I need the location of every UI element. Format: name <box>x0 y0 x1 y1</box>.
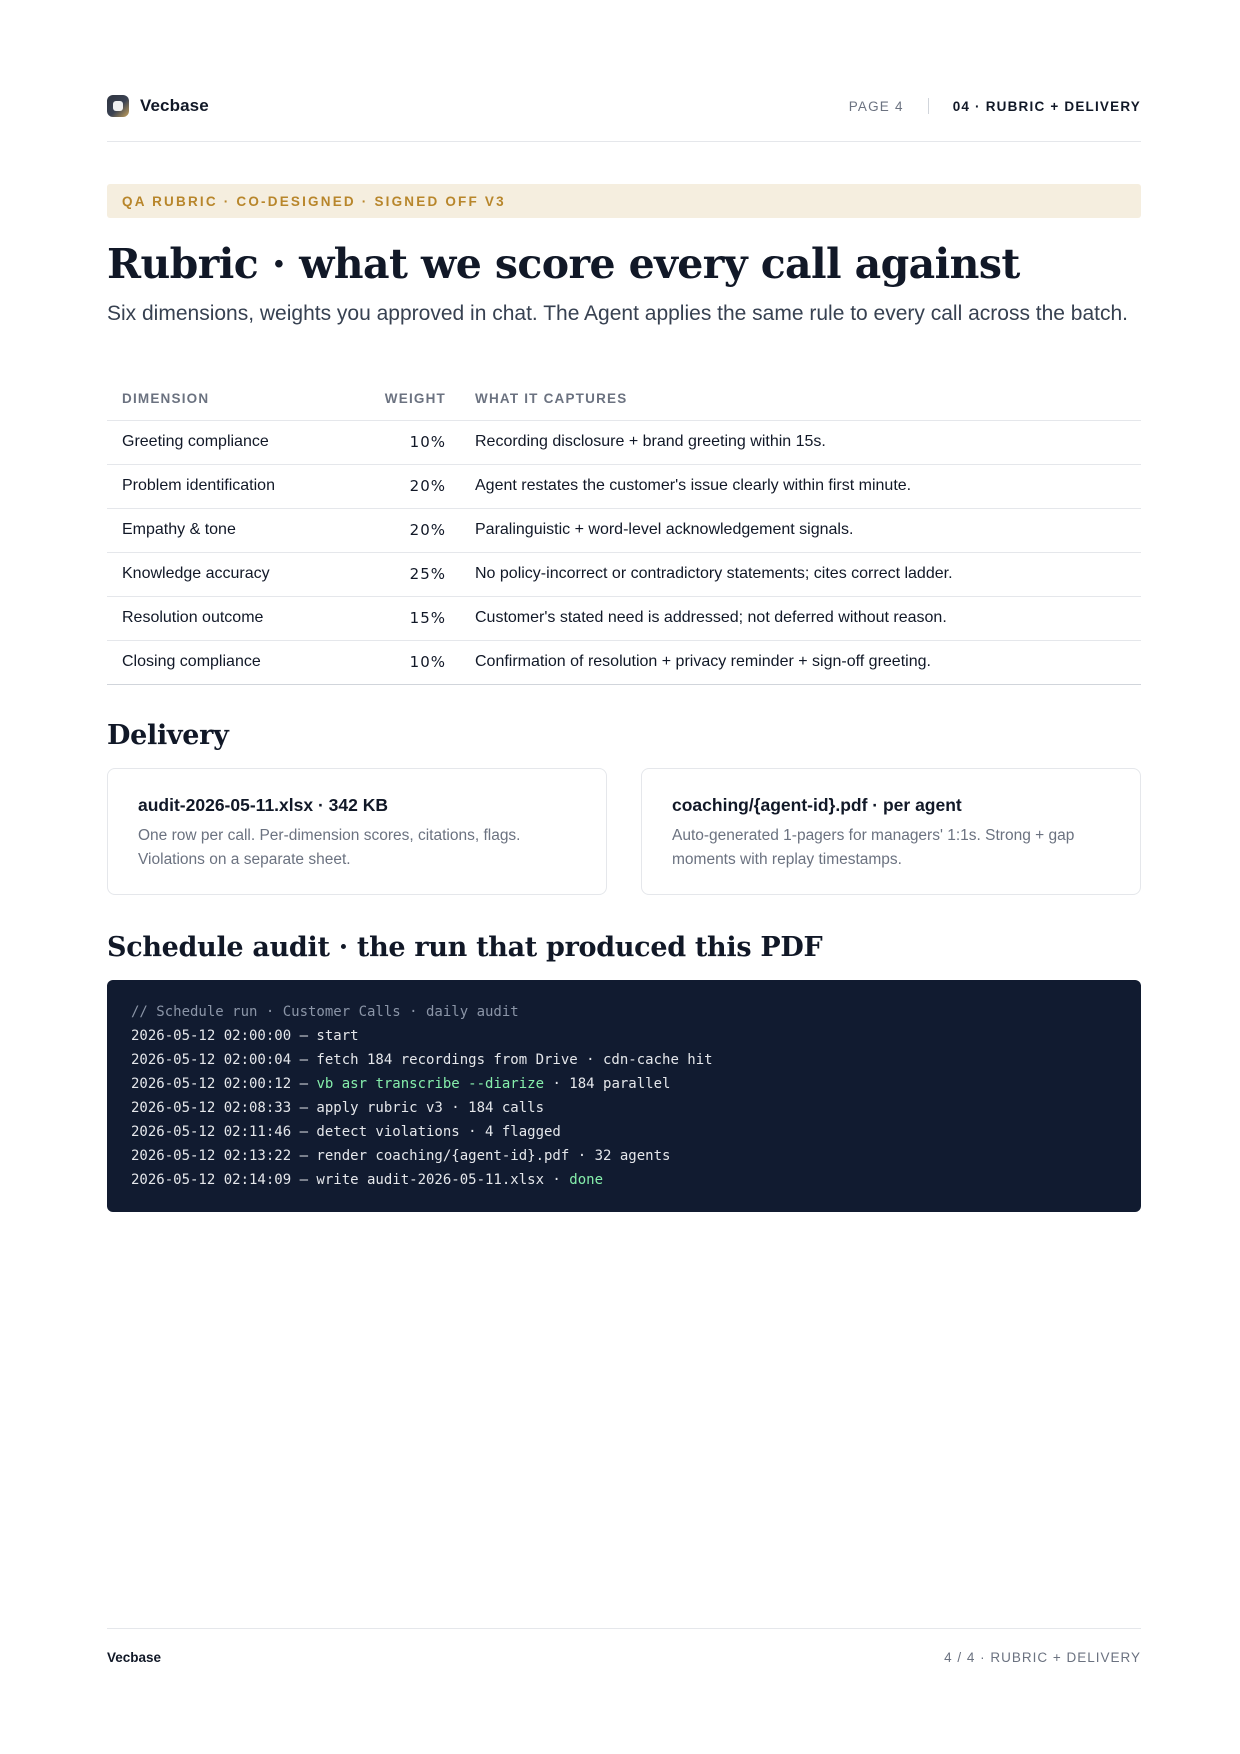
document-page <box>107 0 1141 1754</box>
card-title: audit-2026-05-11.xlsx · 342 KB <box>138 795 388 815</box>
table-row <box>107 552 1141 596</box>
dimension-cell: Knowledge accuracy <box>107 552 369 596</box>
dimension-cell: Problem identification <box>107 464 369 508</box>
footer-page-info: 4 / 4 · RUBRIC + DELIVERY <box>944 1650 1141 1665</box>
log-text: 2026-05-12 02:14:09 — write audit-2026-05-11.xlsx · <box>131 1172 570 1188</box>
section-name: 04 · RUBRIC + DELIVERY <box>952 98 1141 114</box>
log-line <box>131 1048 1117 1072</box>
header-weight: WEIGHT <box>369 378 461 420</box>
delivery-heading: Delivery <box>107 720 229 751</box>
delivery-card-pdf <box>641 768 1141 895</box>
captures-cell: Recording disclosure + brand greeting within 15s. <box>461 420 1141 464</box>
vecbase-logo-icon <box>107 95 129 117</box>
captures-cell: Paralinguistic + word-level acknowledgement signals. <box>461 508 1141 552</box>
table-row <box>107 640 1141 684</box>
header-meta <box>849 98 1141 114</box>
log-line <box>131 1096 1117 1120</box>
log-line <box>131 1168 1117 1192</box>
table-row <box>107 420 1141 464</box>
log-done-highlight: done <box>569 1172 604 1188</box>
captures-cell: Agent restates the customer's issue clearly within first minute. <box>461 464 1141 508</box>
captures-cell: No policy-incorrect or contradictory statements; cites correct ladder. <box>461 552 1141 596</box>
card-body: Auto-generated 1-pagers for managers' 1:1s. Strong + gap moments with replay timestamps. <box>672 827 1075 868</box>
footer-rule <box>107 1628 1141 1629</box>
dimension-cell: Resolution outcome <box>107 596 369 640</box>
weight-cell: 10% <box>369 640 461 684</box>
header-rule <box>107 141 1141 142</box>
log-line <box>131 1024 1117 1048</box>
log-text: 2026-05-12 02:00:00 — start <box>131 1028 359 1044</box>
log-text: 2026-05-12 02:00:04 — fetch 184 recordings from Drive · cdn-cache hit <box>131 1052 713 1068</box>
eyebrow-label: QA RUBRIC · CO-DESIGNED · SIGNED OFF V3 <box>107 184 1141 218</box>
page-subtitle: Six dimensions, weights you approved in chat. The Agent applies the same rule to every call across the batch. <box>107 302 1129 325</box>
log-text: · 184 parallel <box>544 1076 671 1092</box>
table-header-row <box>107 378 1141 420</box>
table-row <box>107 464 1141 508</box>
log-line <box>131 1072 1117 1096</box>
brand-name: Vecbase <box>140 96 209 115</box>
log-command-highlight: vb asr transcribe --diarize <box>316 1076 545 1092</box>
log-comment: // Schedule run · Customer Calls · daily audit <box>131 1004 519 1020</box>
log-text: 2026-05-12 02:00:12 — <box>131 1076 317 1092</box>
weight-cell: 15% <box>369 596 461 640</box>
rubric-table <box>107 378 1141 685</box>
log-line <box>131 1144 1117 1168</box>
schedule-log-terminal <box>107 980 1141 1212</box>
page-header <box>107 92 1141 120</box>
log-line <box>131 1120 1117 1144</box>
log-text: 2026-05-12 02:08:33 — apply rubric v3 · 184 calls <box>131 1100 545 1116</box>
table-row <box>107 508 1141 552</box>
footer-brand: Vecbase <box>107 1650 162 1665</box>
brand <box>107 95 209 117</box>
captures-cell: Customer's stated need is addressed; not deferred without reason. <box>461 596 1141 640</box>
header-divider <box>928 98 929 114</box>
log-text: 2026-05-12 02:11:46 — detect violations · 4 flagged <box>131 1124 561 1140</box>
card-body: One row per call. Per-dimension scores, citations, flags. Violations on a separate sheet. <box>138 827 521 868</box>
weight-cell: 20% <box>369 464 461 508</box>
weight-cell: 10% <box>369 420 461 464</box>
weight-cell: 20% <box>369 508 461 552</box>
card-title: coaching/{agent-id}.pdf · per agent <box>672 795 962 815</box>
dimension-cell: Greeting compliance <box>107 420 369 464</box>
weight-cell: 25% <box>369 552 461 596</box>
header-dimension: DIMENSION <box>107 378 369 420</box>
table-row <box>107 596 1141 640</box>
dimension-cell: Closing compliance <box>107 640 369 684</box>
page-title: Rubric · what we score every call against <box>107 240 1020 288</box>
page-number: PAGE 4 <box>848 98 904 114</box>
captures-cell: Confirmation of resolution + privacy reminder + sign-off greeting. <box>461 640 1141 684</box>
page-footer <box>107 1650 1141 1665</box>
delivery-card-xlsx <box>107 768 607 895</box>
schedule-heading: Schedule audit · the run that produced this PDF <box>107 932 823 963</box>
dimension-cell: Empathy & tone <box>107 508 369 552</box>
log-text: 2026-05-12 02:13:22 — render coaching/{agent-id}.pdf · 32 agents <box>131 1148 671 1164</box>
delivery-cards <box>107 768 1141 895</box>
header-captures: WHAT IT CAPTURES <box>461 378 1141 420</box>
